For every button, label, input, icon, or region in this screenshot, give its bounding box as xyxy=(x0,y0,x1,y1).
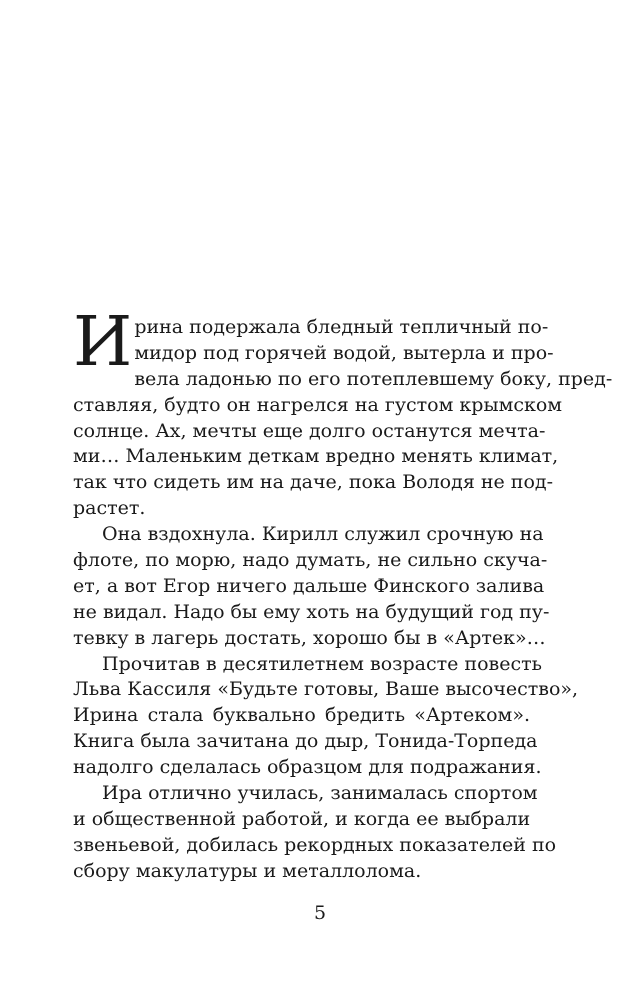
paragraph-1 xyxy=(73,303,613,522)
text-line: вела ладонью по его потеплевшему боку, пред- xyxy=(134,367,613,390)
text-line: не видал. Надо бы ему хоть на будущий год пу- xyxy=(73,600,550,623)
text-line: ми… Маленьким деткам вредно менять климат, xyxy=(73,445,559,468)
text-line: звеньевой, добилась рекордных показателей по xyxy=(73,833,557,856)
text-line: тевку в лагерь достать, хорошо бы в «Артек»… xyxy=(73,626,546,649)
body-text xyxy=(73,303,613,885)
text-line: Прочитав в десятилетнем возрасте повесть xyxy=(102,652,542,675)
text-line: ставляя, будто он нагрелся на густом крымском xyxy=(73,393,563,416)
drop-cap: И xyxy=(73,303,133,382)
paragraph-3 xyxy=(73,652,579,781)
paragraph-4 xyxy=(73,781,557,885)
text-line: флоте, по морю, надо думать, не сильно скуча- xyxy=(73,549,548,572)
text-line: Ира отлично училась, занималась спортом xyxy=(102,782,538,805)
text-line: Она вздохнула. Кирилл служил срочную на xyxy=(102,523,544,546)
text-line: Ирина стала буквально бредить «Артеком». xyxy=(73,704,530,727)
text-line: рина подержала бледный тепличный по- xyxy=(134,316,549,338)
paragraph-2 xyxy=(73,522,550,651)
text-line: и общественной работой, и когда ее выбрали xyxy=(73,807,531,830)
text-line: мидор под горячей водой, вытерла и про- xyxy=(134,341,554,364)
text-line: солнце. Ах, мечты еще долго останутся мечта- xyxy=(73,419,546,442)
page-number: 5 xyxy=(313,902,327,924)
text-line: сбору макулатуры и металлолома. xyxy=(73,859,422,882)
text-line: Книга была зачитана до дыр, Тонида-Торпеда xyxy=(73,730,538,753)
text-line: растет. xyxy=(73,497,146,520)
text-line: Льва Кассиля «Будьте готовы, Ваше высочество», xyxy=(73,678,579,701)
text-line: надолго сделалась образцом для подражания. xyxy=(73,756,542,779)
text-line: так что сидеть им на даче, пока Володя не под- xyxy=(73,471,554,494)
text-line: ет, а вот Егор ничего дальше Финского залива xyxy=(73,574,545,597)
